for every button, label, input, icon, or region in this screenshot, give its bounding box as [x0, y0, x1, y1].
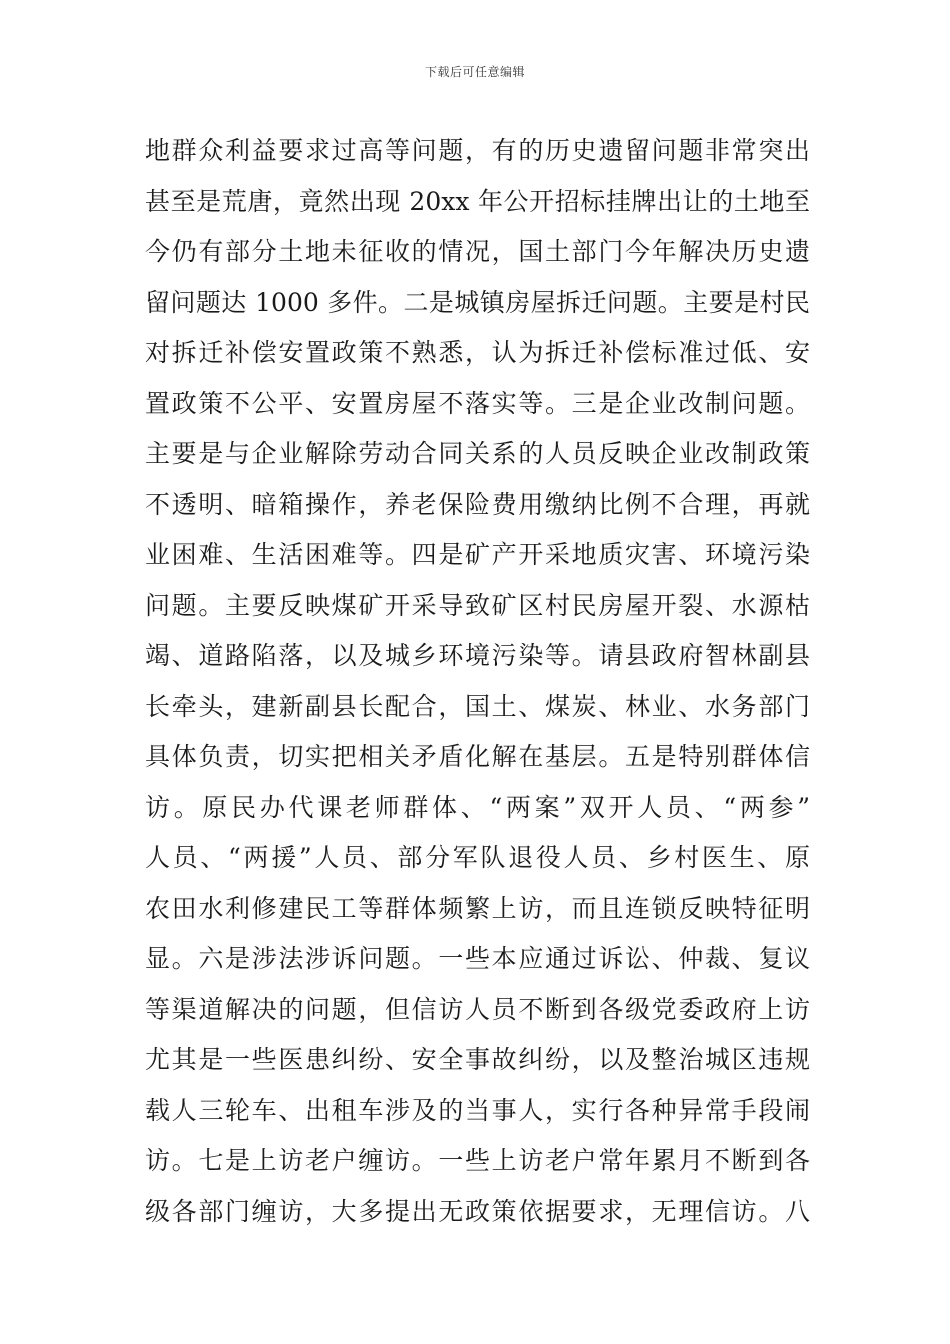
- text-line: 问题。主要反映煤矿开采导致矿区村民房屋开裂、水源枯: [145, 590, 810, 620]
- text-line: 主要是与企业解除劳动合同关系的人员反映企业改制政策: [145, 439, 810, 468]
- text-line: 载人三轮车、出租车涉及的当事人，实行各种异常手段闹: [145, 1095, 810, 1125]
- text-line: 甚至是荒唐，竟然出现 20xx 年公开招标挂牌出让的土地至: [145, 186, 810, 216]
- text-line: 竭、道路陷落，以及城乡环境污染等。请县政府智林副县: [145, 641, 810, 670]
- document-body: [145, 126, 810, 1237]
- text-line: 地群众利益要求过高等问题，有的历史遗留问题非常突出: [145, 136, 810, 165]
- text-line: 长牵头，建新副县长配合，国土、煤炭、林业、水务部门: [145, 691, 810, 721]
- text-line: 显。六是涉法涉诉问题。一些本应通过诉讼、仲裁、复议: [145, 944, 810, 973]
- page-header-note: 下载后可任意编辑: [424, 65, 525, 79]
- text-line: 访。原民办代课老师群体、“两案”双开人员、“两参”: [145, 792, 810, 822]
- text-line: 业困难、生活困难等。四是矿产开采地质灾害、环境污染: [145, 540, 810, 569]
- text-line: 级各部门缠访，大多提出无政策依据要求，无理信访。八: [145, 1196, 810, 1226]
- text-line: 今仍有部分土地未征收的情况，国土部门今年解决历史遗: [145, 237, 810, 266]
- text-line: 人员、“两援”人员、部分军队退役人员、乡村医生、原: [145, 843, 810, 872]
- text-line: 访。七是上访老户缠访。一些上访老户常年累月不断到各: [145, 1146, 810, 1175]
- text-line: 对拆迁补偿安置政策不熟悉，认为拆迁补偿标准过低、安: [145, 338, 810, 367]
- text-line: 具体负责，切实把相关矛盾化解在基层。五是特别群体信: [145, 742, 810, 771]
- text-line: 农田水利修建民工等群体频繁上访，而且连锁反映特征明: [145, 893, 810, 923]
- text-line: 尤其是一些医患纠纷、安全事故纠纷，以及整治城区违规: [145, 1045, 810, 1074]
- text-line: 置政策不公平、安置房屋不落实等。三是企业改制问题。: [145, 388, 810, 418]
- text-line: 不透明、暗箱操作，养老保险费用缴纳比例不合理，再就: [145, 489, 810, 519]
- text-line: 等渠道解决的问题，但信访人员不断到各级党委政府上访: [145, 994, 810, 1024]
- text-line: 留问题达 1000 多件。二是城镇房屋拆迁问题。主要是村民: [145, 287, 810, 317]
